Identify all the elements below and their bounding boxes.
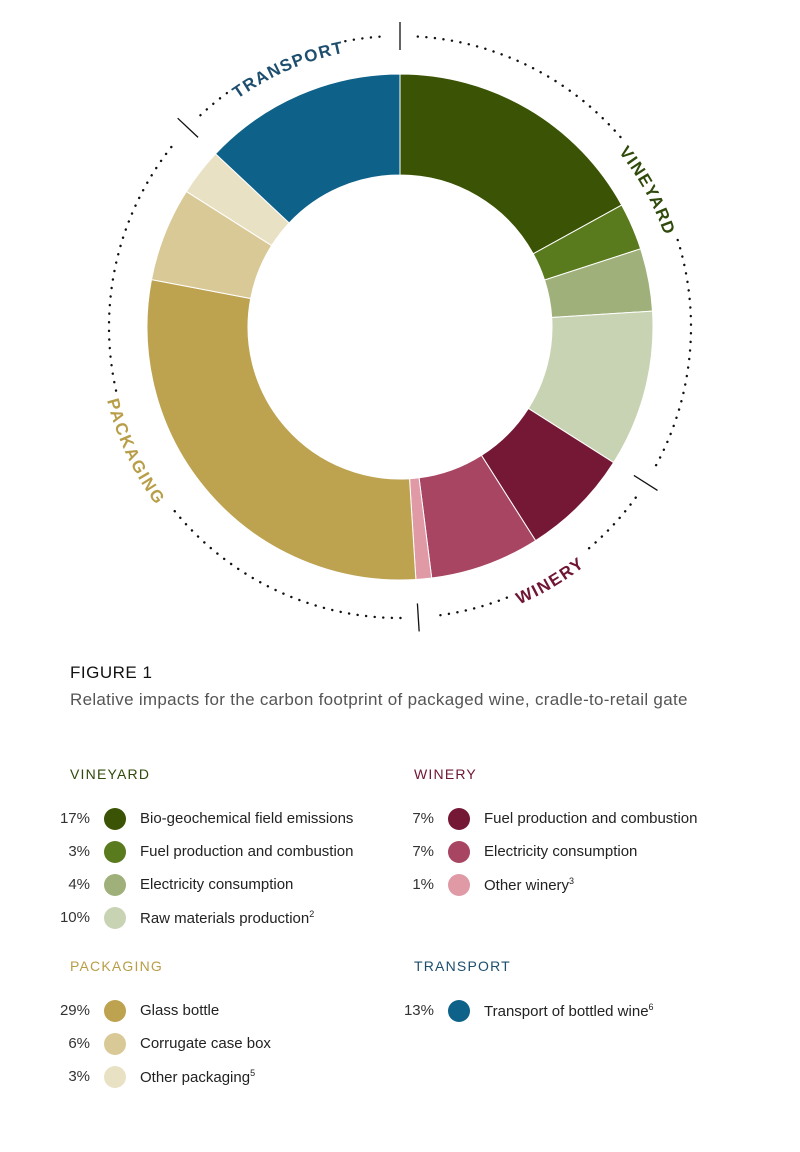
legend-item-label: Other winery$^3$ xyxy=(484,875,575,894)
legend-swatch-icon xyxy=(104,907,126,929)
dotted-arc xyxy=(436,598,507,616)
legend-item-percent: 4% xyxy=(68,876,90,893)
dotted-arc xyxy=(586,498,636,551)
legend-item-label: Bio-geochemical field emissions xyxy=(140,810,354,827)
group-label-vineyard: VINEYARD xyxy=(614,142,679,239)
legend-swatch-icon xyxy=(448,1000,470,1022)
legend-swatch-icon xyxy=(104,874,126,896)
legend-item-percent: 10% xyxy=(59,909,90,926)
legend-item xyxy=(56,901,353,934)
legend-swatch-icon xyxy=(104,808,126,830)
legend-item-percent: 13% xyxy=(403,1002,434,1019)
legend-group-title: WINERY xyxy=(414,766,477,782)
legend-swatch-icon xyxy=(448,808,470,830)
group-label-packaging: PACKAGING xyxy=(102,396,169,509)
legend-item xyxy=(56,868,353,901)
legend-item xyxy=(56,835,353,868)
group-label-transport: TRANSPORT xyxy=(229,38,346,103)
legend-item-percent: 3% xyxy=(68,843,90,860)
legend-item-label: Corrugate case box xyxy=(140,1035,271,1052)
legend-item xyxy=(400,835,697,868)
legend-item xyxy=(56,1027,271,1060)
legend-item-label: Fuel production and combustion xyxy=(484,810,698,827)
legend-item-label: Glass bottle xyxy=(140,1002,220,1019)
dotted-arc xyxy=(200,92,229,116)
footnote-marker: 3 xyxy=(569,875,575,886)
legend-item xyxy=(56,802,353,835)
figure-label: FIGURE 1 xyxy=(70,663,153,682)
footnote-marker: 6 xyxy=(648,1001,654,1012)
legend-group-title: TRANSPORT xyxy=(414,958,511,974)
dotted-arc xyxy=(655,240,691,468)
legend-swatch-icon xyxy=(104,1066,126,1088)
legend-group-transport xyxy=(400,958,654,1027)
legend-item xyxy=(56,1060,271,1093)
legend-item-label: Raw materials production$^2$ xyxy=(140,908,315,927)
legend-swatch-icon xyxy=(104,841,126,863)
group-label-winery: WINERY xyxy=(513,553,589,609)
legend-item-percent: 6% xyxy=(68,1035,90,1052)
legend-swatch-icon xyxy=(448,874,470,896)
chart-title: Relative impacts for the carbon footprint of packaged wine, cradle-to-retail gate xyxy=(70,690,688,709)
legend-item-label: Fuel production and combustion xyxy=(140,843,354,860)
legend-item xyxy=(400,802,697,835)
legend-item-percent: 7% xyxy=(412,843,434,860)
dotted-arc xyxy=(345,37,382,42)
legend-group-packaging xyxy=(56,958,271,1093)
group-separator-tick xyxy=(178,118,198,137)
legend-swatch-icon xyxy=(104,1000,126,1022)
legend-item-label: Other packaging$^5$ xyxy=(140,1067,256,1086)
footnote-marker: 5 xyxy=(250,1067,256,1078)
legend-item-percent: 1% xyxy=(412,876,434,893)
legend-group-winery xyxy=(400,766,697,901)
slice-packaging-1 xyxy=(147,280,416,580)
legend-group-title: PACKAGING xyxy=(70,958,164,974)
legend-item xyxy=(400,868,697,901)
legend-group-vineyard xyxy=(56,766,353,934)
group-separator-tick xyxy=(417,603,419,631)
legend-item-percent: 3% xyxy=(68,1068,90,1085)
legend-item-label: Electricity consumption xyxy=(140,876,294,893)
legend-item xyxy=(400,994,654,1027)
legend-item-percent: 7% xyxy=(412,810,434,827)
footnote-marker: 2 xyxy=(309,908,315,919)
legend-item-label: Electricity consumption xyxy=(484,843,638,860)
legend-item-label: Transport of bottled wine$^6$ xyxy=(484,1001,654,1020)
legend-item-percent: 29% xyxy=(59,1002,90,1019)
group-separator-tick xyxy=(634,475,658,490)
legend-group-title: VINEYARD xyxy=(70,766,151,782)
legend-item-percent: 17% xyxy=(59,810,90,827)
legend-item xyxy=(56,994,271,1027)
legend-swatch-icon xyxy=(104,1033,126,1055)
legend-swatch-icon xyxy=(448,841,470,863)
